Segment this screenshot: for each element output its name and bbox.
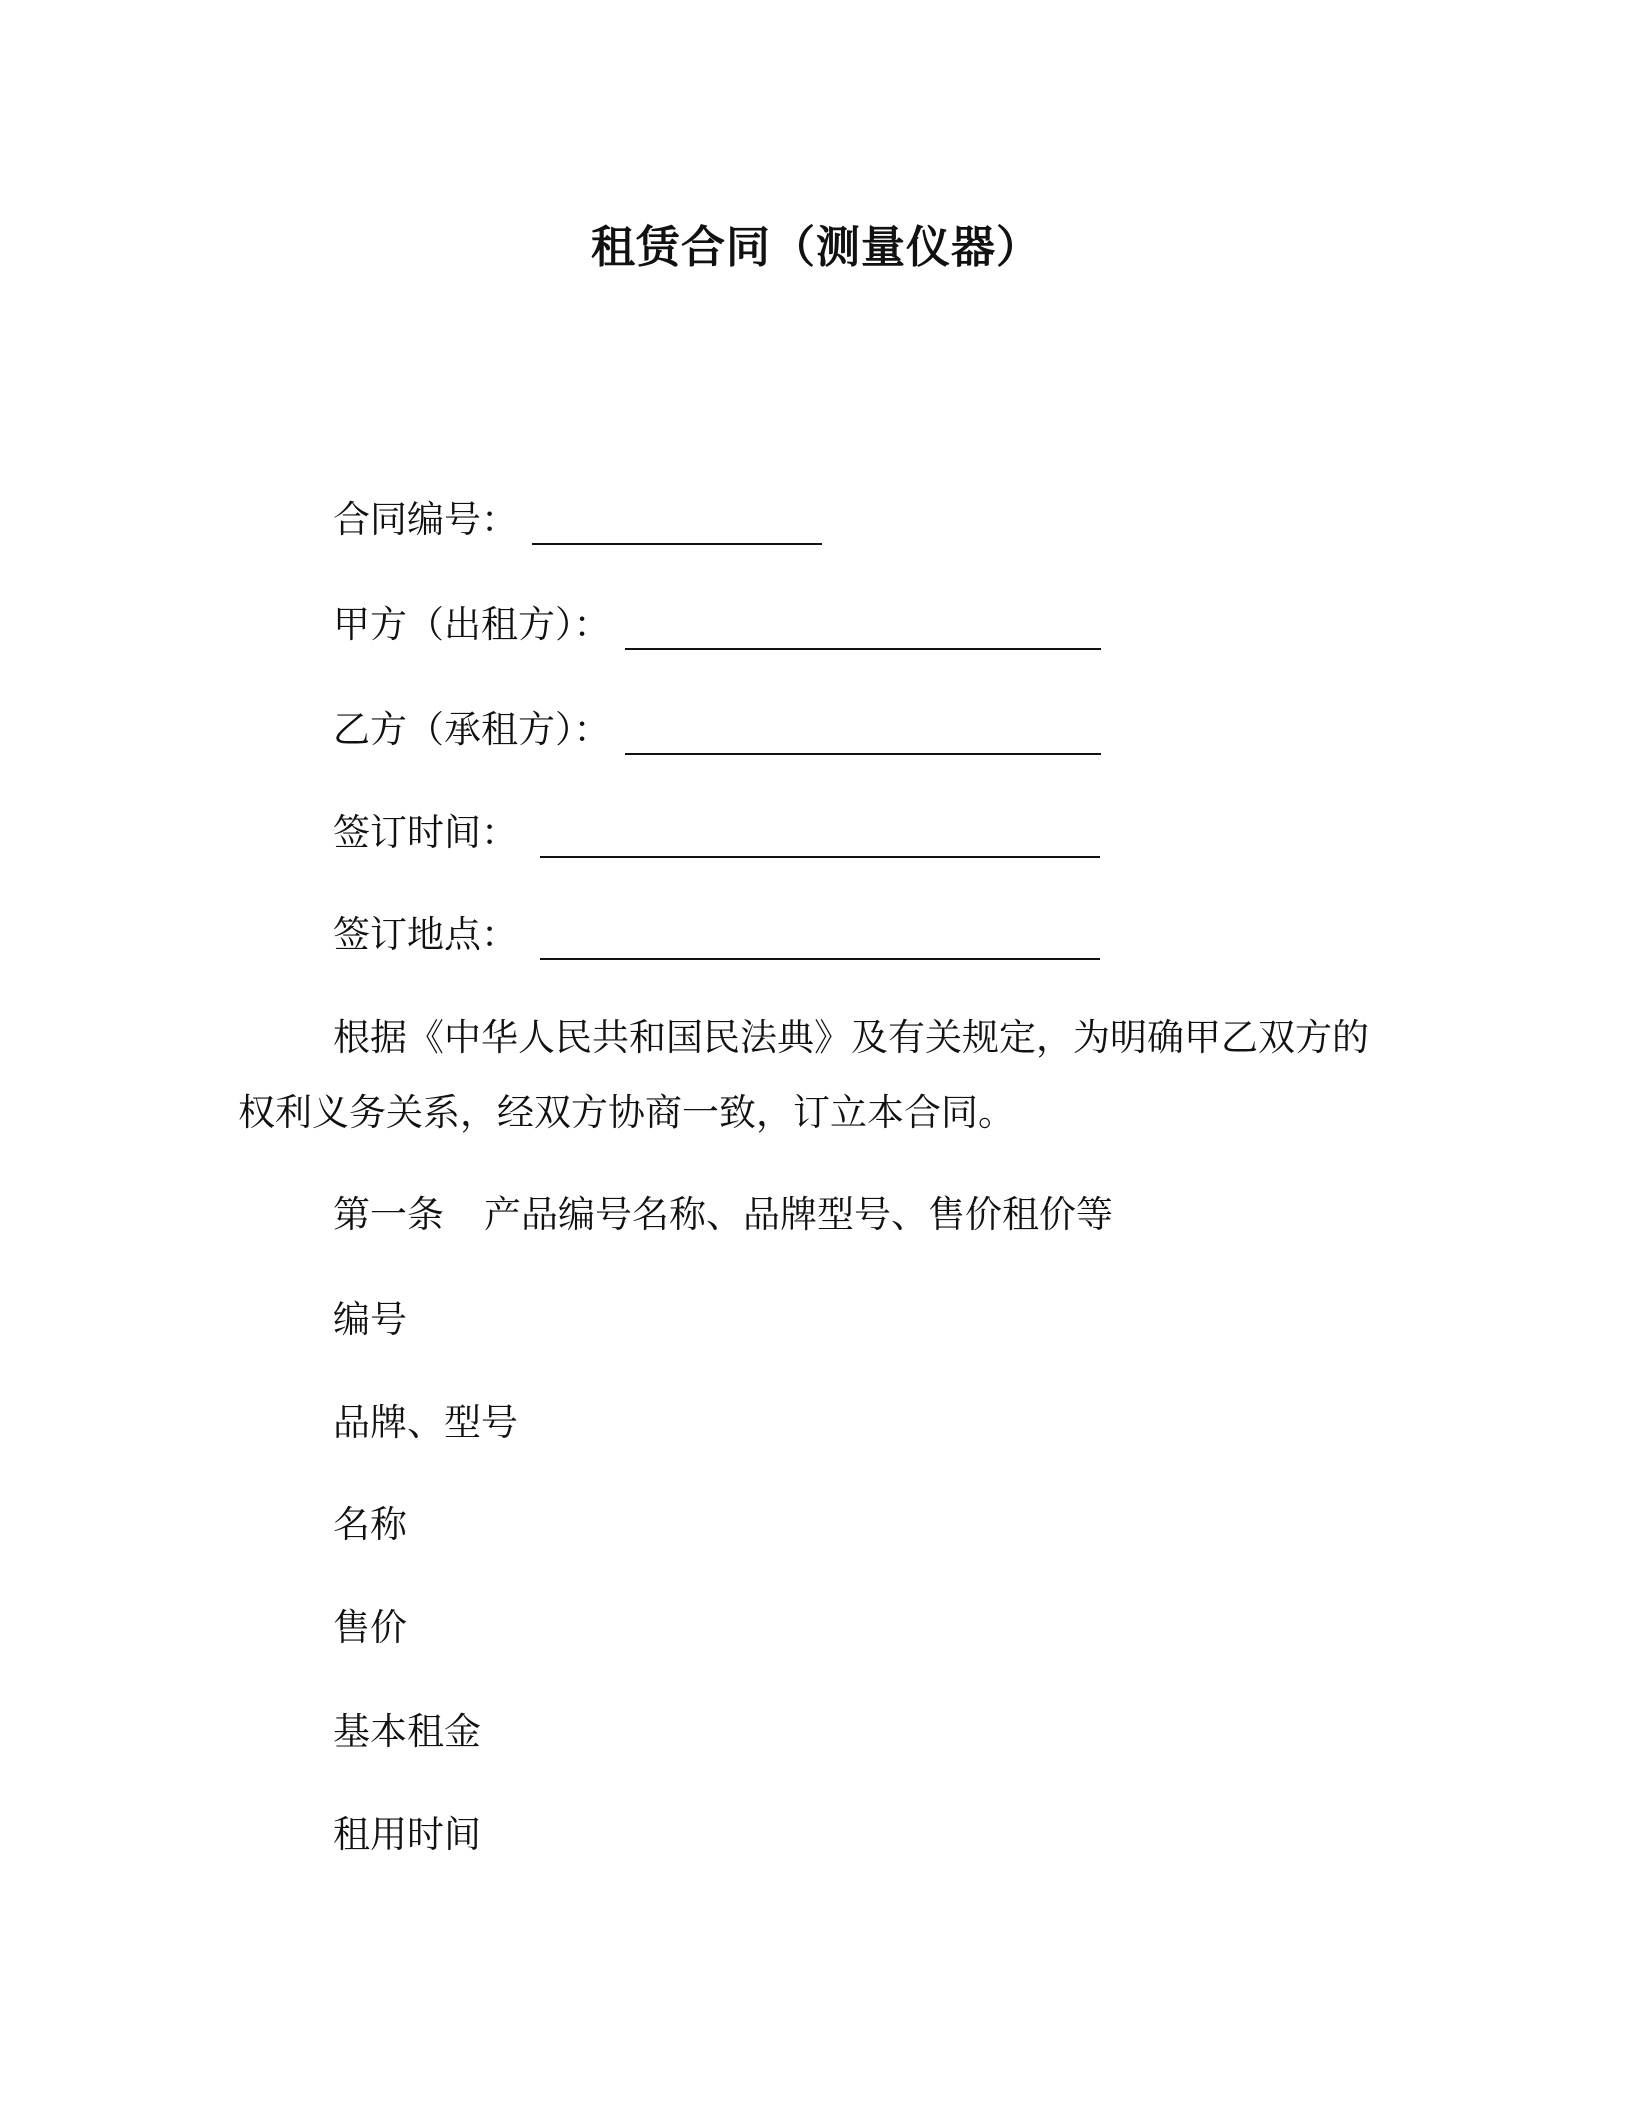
field-label-signing-place: 签订地点： <box>333 913 518 956</box>
field-contract-number <box>333 495 822 545</box>
field-party-a <box>333 600 1101 650</box>
party-b-blank[interactable] <box>625 717 1101 755</box>
field-label-party-a: 甲方（出租方）： <box>333 603 611 646</box>
article-1-title: 产品编号名称、品牌型号、售价租价等 <box>484 1193 1113 1236</box>
item-number: 编号 <box>333 1298 407 1341</box>
field-label-signing-date: 签订时间： <box>333 811 518 854</box>
party-a-blank[interactable] <box>625 612 1101 650</box>
item-price: 售价 <box>333 1606 407 1649</box>
article-1-number: 第一条 <box>333 1193 444 1236</box>
article-1-heading <box>333 1190 1113 1240</box>
field-label-party-b: 乙方（承租方）： <box>333 708 611 751</box>
signing-place-blank[interactable] <box>540 922 1100 960</box>
item-name: 名称 <box>333 1503 407 1546</box>
preamble-line-2: 权利义务关系，经双方协商一致，订立本合同。 <box>238 1091 1015 1134</box>
contract-number-blank[interactable] <box>532 507 822 545</box>
field-label-contract-number: 合同编号： <box>333 498 518 541</box>
field-signing-place <box>333 910 1100 960</box>
field-signing-date <box>333 808 1100 858</box>
preamble-line-1: 根据《中华人民共和国民法典》及有关规定，为明确甲乙双方的 <box>333 1016 1369 1059</box>
field-party-b <box>333 705 1101 755</box>
document-title: 租赁合同（测量仪器） <box>591 222 1041 273</box>
item-base-rent: 基本租金 <box>333 1710 481 1753</box>
signing-date-blank[interactable] <box>540 820 1100 858</box>
item-brand-model: 品牌、型号 <box>333 1401 518 1444</box>
item-rental-period: 租用时间 <box>333 1813 481 1856</box>
